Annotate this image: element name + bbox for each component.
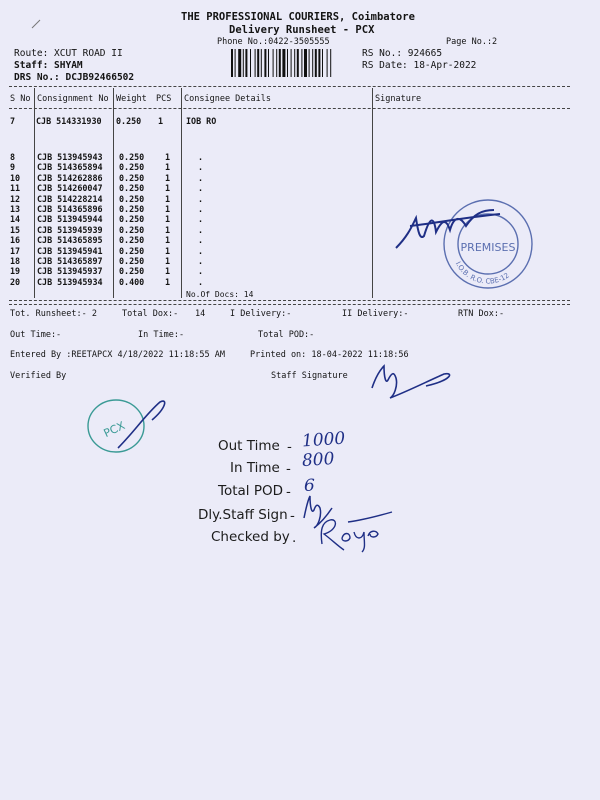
- row-sno: 18: [10, 256, 21, 267]
- row-sno: 13: [10, 204, 21, 215]
- hw-label-staff-sign: Dly.Staff Sign: [198, 507, 288, 523]
- hw-label-checked-by: Checked by: [211, 529, 290, 545]
- corner-mark: [30, 18, 44, 32]
- pcx-stamp: [82, 392, 182, 458]
- rs-number: RS No.: 924665: [362, 48, 443, 59]
- row-consignment: CJB 513945944: [37, 214, 103, 225]
- page-number: Page No.:2: [446, 37, 498, 47]
- row-pcs: 1: [165, 172, 171, 183]
- hw-in-time-value: 800: [301, 448, 336, 472]
- col-header-weight: Weight: [116, 94, 147, 104]
- row-sno: 12: [10, 193, 21, 204]
- hw-total-pod-value: 6: [304, 476, 315, 496]
- table-row: [9, 246, 218, 256]
- table-row: [9, 194, 218, 204]
- row-pcs: 1: [165, 193, 171, 204]
- row-weight: 0.250: [119, 245, 145, 256]
- rule-top: [9, 86, 570, 87]
- row-pcs: 1: [165, 276, 171, 287]
- hw-dash-2: -: [286, 461, 291, 477]
- consignment-table: [9, 152, 218, 287]
- row-sno: 9: [10, 162, 16, 173]
- row-weight: 0.250: [119, 235, 145, 246]
- row-consignment: CJB 514365894: [37, 162, 103, 173]
- row-consignee: .: [198, 235, 204, 246]
- row-weight: 0.250: [119, 256, 145, 267]
- row-sno: 20: [10, 276, 21, 287]
- row-consignee: .: [198, 214, 204, 225]
- table-row: [9, 266, 218, 276]
- hw-label-in-time: In Time: [230, 460, 280, 476]
- row-consignment: CJB 513945939: [37, 224, 103, 235]
- row-weight: 0.250: [119, 204, 145, 215]
- rtn-dox: RTN Dox:-: [458, 309, 505, 319]
- row-consignment: CJB 514260047: [37, 183, 103, 194]
- staff-signature-label: Staff Signature: [271, 371, 348, 381]
- first-row-weight: 0.250: [116, 116, 142, 126]
- rule-header-bottom: [9, 108, 570, 109]
- total-pod: Total POD:-: [258, 330, 315, 340]
- row-consignee: .: [198, 276, 204, 287]
- col-header-consignment: Consignment No: [37, 94, 109, 104]
- row-weight: 0.250: [119, 172, 145, 183]
- staff-signature: [366, 362, 458, 404]
- total-dox-label: Total Dox:-: [122, 309, 179, 319]
- row-pcs: 1: [165, 214, 171, 225]
- first-row-sno: 7: [10, 116, 16, 126]
- row-weight: 0.250: [119, 162, 145, 173]
- row-weight: 0.250: [119, 152, 145, 162]
- rule-table-bottom: [9, 300, 570, 301]
- col-header-signature: Signature: [375, 94, 422, 104]
- row-consignee: .: [198, 224, 204, 235]
- row-pcs: 1: [165, 245, 171, 256]
- col-divider-4: [372, 88, 373, 298]
- row-weight: 0.250: [119, 183, 145, 194]
- row-consignment: CJB 513945934: [37, 276, 103, 287]
- company-name: THE PROFESSIONAL COURIERS, Coimbatore: [181, 11, 415, 23]
- row-sno: 8: [10, 152, 16, 162]
- row-consignee: .: [198, 193, 204, 204]
- receiver-signature-and-stamp: [390, 196, 560, 292]
- row-consignment: CJB 514228214: [37, 193, 103, 204]
- row-weight: 0.250: [119, 193, 145, 204]
- row-consignee: .: [198, 245, 204, 256]
- row-pcs: 1: [165, 256, 171, 267]
- stamp-ring-text: I.O.B. R.O. CBE-12: [453, 260, 511, 286]
- table-row: [9, 256, 218, 266]
- row-consignment: CJB 514365895: [37, 235, 103, 246]
- row-pcs: 1: [165, 162, 171, 173]
- table-row: [9, 235, 218, 245]
- row-sno: 11: [10, 183, 21, 194]
- printed-on: Printed on: 18-04-2022 11:18:56: [250, 350, 409, 360]
- row-consignment: CJB 514365896: [37, 204, 103, 215]
- row-consignee: .: [198, 162, 204, 173]
- row-weight: 0.250: [119, 214, 145, 225]
- phone-number: Phone No.:0422-3505555: [217, 37, 330, 47]
- staff: Staff: SHYAM: [14, 60, 83, 71]
- table-row: [9, 204, 218, 214]
- row-weight: 0.250: [119, 224, 145, 235]
- row-weight: 0.250: [119, 266, 145, 277]
- row-consignment: CJB 513945943: [37, 152, 103, 162]
- row-consignee: .: [198, 172, 204, 183]
- rs-date: RS Date: 18-Apr-2022: [362, 60, 477, 71]
- first-row-consignment: CJB 514331930: [36, 116, 102, 126]
- col-header-pcs: PCS: [156, 94, 172, 104]
- col-header-sno: S No: [10, 94, 31, 104]
- hw-dash-5: .: [292, 530, 297, 546]
- row-consignee: .: [198, 204, 204, 215]
- row-sno: 15: [10, 224, 21, 235]
- row-pcs: 1: [165, 152, 171, 162]
- barcode: [229, 49, 356, 77]
- first-row-consignee: IOB RO: [186, 116, 217, 126]
- row-pcs: 1: [165, 204, 171, 215]
- row-sno: 14: [10, 214, 21, 225]
- row-sno: 16: [10, 235, 21, 246]
- hw-dash-3: -: [286, 484, 291, 500]
- row-consignment: CJB 514365897: [37, 256, 103, 267]
- table-row: [9, 152, 218, 162]
- row-pcs: 1: [165, 266, 171, 277]
- table-row: [9, 277, 218, 287]
- row-consignee: .: [198, 152, 204, 162]
- table-row: [9, 183, 218, 193]
- col-header-consignee: Consignee Details: [184, 94, 271, 104]
- hw-label-out-time: Out Time: [218, 438, 280, 454]
- row-consignee: .: [198, 183, 204, 194]
- ii-delivery: II Delivery:-: [342, 309, 409, 319]
- row-consignment: CJB 513945937: [37, 266, 103, 277]
- rule-totals-top: [9, 304, 570, 305]
- row-pcs: 1: [165, 235, 171, 246]
- stamp-center-text: PREMISES: [460, 241, 516, 254]
- hw-out-time-value: 1000: [301, 428, 346, 452]
- row-consignee: .: [198, 256, 204, 267]
- drs-number: DRS No.: DCJB92466502: [14, 72, 135, 83]
- row-sno: 19: [10, 266, 21, 277]
- row-sno: 10: [10, 172, 21, 183]
- runsheet-title: Delivery Runsheet - PCX: [229, 24, 375, 36]
- in-time: In Time:-: [138, 330, 185, 340]
- row-consignee: .: [198, 266, 204, 277]
- verified-by: Verified By: [10, 371, 67, 381]
- row-sno: 17: [10, 245, 21, 256]
- no-of-docs: No.Of Docs: 14: [186, 290, 254, 299]
- total-dox-value: 14: [195, 309, 206, 319]
- route: Route: XCUT ROAD II: [14, 48, 123, 59]
- i-delivery: I Delivery:-: [230, 309, 292, 319]
- table-row: [9, 225, 218, 235]
- first-row-pcs: 1: [158, 116, 164, 126]
- out-time: Out Time:-: [10, 330, 62, 340]
- hw-checked-by-signature: [308, 510, 394, 554]
- total-runsheet: Tot. Runsheet:- 2: [10, 309, 97, 319]
- svg-text:PCX: PCX: [101, 419, 127, 441]
- row-pcs: 1: [165, 224, 171, 235]
- table-row: [9, 173, 218, 183]
- row-consignment: CJB 514262886: [37, 172, 103, 183]
- row-weight: 0.400: [119, 276, 145, 287]
- hw-dash-1: -: [287, 439, 292, 455]
- table-row: [9, 162, 218, 172]
- row-consignment: CJB 513945941: [37, 245, 103, 256]
- hw-label-total-pod: Total POD: [218, 483, 283, 499]
- table-row: [9, 214, 218, 224]
- row-pcs: 1: [165, 183, 171, 194]
- hw-dash-4: -: [290, 508, 295, 524]
- entered-by: Entered By :REETAPCX 4/18/2022 11:18:55 AM: [10, 350, 225, 360]
